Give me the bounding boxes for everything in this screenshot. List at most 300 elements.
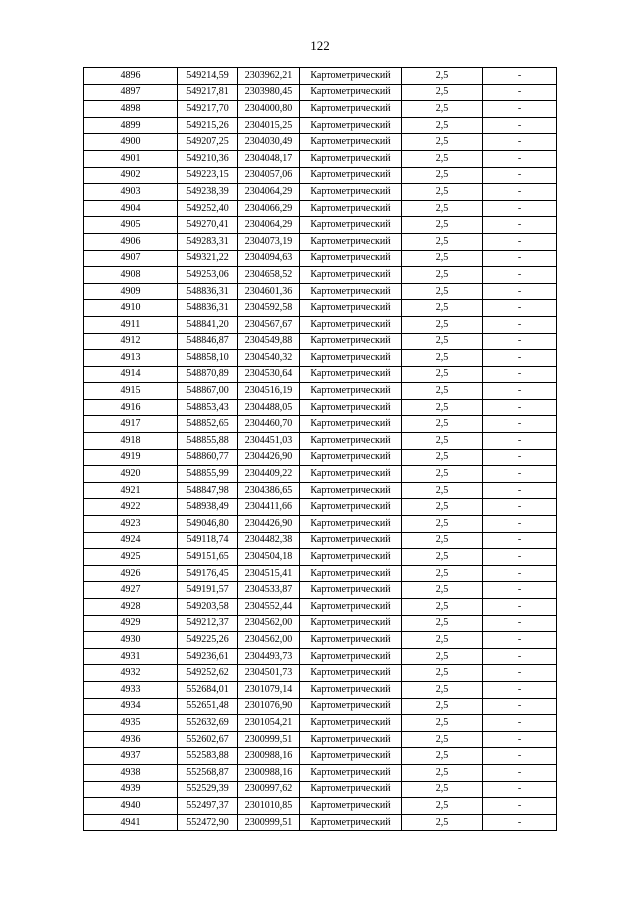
method-cell: Картометрический (300, 184, 402, 201)
accuracy-cell: 2,5 (402, 798, 483, 815)
accuracy-cell: 2,5 (402, 433, 483, 450)
description-cell: - (483, 532, 557, 549)
method-cell: Картометрический (300, 648, 402, 665)
point-number-cell: 4938 (84, 764, 178, 781)
x-coordinate-cell: 549283,31 (178, 233, 238, 250)
method-cell: Картометрический (300, 68, 402, 85)
table-row (84, 781, 557, 798)
table-row (84, 316, 557, 333)
table-row (84, 449, 557, 466)
x-coordinate-cell: 552632,69 (178, 715, 238, 732)
table-row (84, 84, 557, 101)
description-cell: - (483, 267, 557, 284)
table-row (84, 698, 557, 715)
description-cell: - (483, 200, 557, 217)
x-coordinate-cell: 549207,25 (178, 134, 238, 151)
y-coordinate-cell: 2304530,64 (238, 366, 300, 383)
x-coordinate-cell: 549252,40 (178, 200, 238, 217)
method-cell: Картометрический (300, 383, 402, 400)
x-coordinate-cell: 552684,01 (178, 681, 238, 698)
y-coordinate-cell: 2304411,66 (238, 499, 300, 516)
table-row (84, 764, 557, 781)
point-number-cell: 4908 (84, 267, 178, 284)
x-coordinate-cell: 552497,37 (178, 798, 238, 815)
accuracy-cell: 2,5 (402, 184, 483, 201)
x-coordinate-cell: 548846,87 (178, 333, 238, 350)
description-cell: - (483, 781, 557, 798)
description-cell: - (483, 283, 557, 300)
point-number-cell: 4933 (84, 681, 178, 698)
x-coordinate-cell: 548867,00 (178, 383, 238, 400)
table-row (84, 482, 557, 499)
y-coordinate-cell: 2304562,00 (238, 615, 300, 632)
y-coordinate-cell: 2301010,85 (238, 798, 300, 815)
x-coordinate-cell: 549046,80 (178, 516, 238, 533)
x-coordinate-cell: 552602,67 (178, 731, 238, 748)
table-row (84, 715, 557, 732)
table-row (84, 184, 557, 201)
method-cell: Картометрический (300, 731, 402, 748)
accuracy-cell: 2,5 (402, 101, 483, 118)
y-coordinate-cell: 2304030,49 (238, 134, 300, 151)
description-cell: - (483, 565, 557, 582)
description-cell: - (483, 117, 557, 134)
accuracy-cell: 2,5 (402, 715, 483, 732)
accuracy-cell: 2,5 (402, 217, 483, 234)
point-number-cell: 4920 (84, 466, 178, 483)
y-coordinate-cell: 2304501,73 (238, 665, 300, 682)
y-coordinate-cell: 2304592,58 (238, 300, 300, 317)
x-coordinate-cell: 549191,57 (178, 582, 238, 599)
method-cell: Картометрический (300, 150, 402, 167)
table-row (84, 516, 557, 533)
description-cell: - (483, 416, 557, 433)
y-coordinate-cell: 2300988,16 (238, 764, 300, 781)
y-coordinate-cell: 2304460,70 (238, 416, 300, 433)
y-coordinate-cell: 2304451,03 (238, 433, 300, 450)
y-coordinate-cell: 2301079,14 (238, 681, 300, 698)
table-row (84, 814, 557, 831)
description-cell: - (483, 101, 557, 118)
point-number-cell: 4921 (84, 482, 178, 499)
method-cell: Картометрический (300, 715, 402, 732)
method-cell: Картометрический (300, 632, 402, 649)
point-number-cell: 4924 (84, 532, 178, 549)
point-number-cell: 4901 (84, 150, 178, 167)
method-cell: Картометрический (300, 233, 402, 250)
accuracy-cell: 2,5 (402, 300, 483, 317)
method-cell: Картометрический (300, 433, 402, 450)
method-cell: Картометрический (300, 781, 402, 798)
y-coordinate-cell: 2304094,63 (238, 250, 300, 267)
accuracy-cell: 2,5 (402, 565, 483, 582)
y-coordinate-cell: 2301054,21 (238, 715, 300, 732)
description-cell: - (483, 715, 557, 732)
x-coordinate-cell: 549176,45 (178, 565, 238, 582)
table-row (84, 632, 557, 649)
x-coordinate-cell: 549118,74 (178, 532, 238, 549)
table-row (84, 250, 557, 267)
table-row (84, 416, 557, 433)
point-number-cell: 4941 (84, 814, 178, 831)
description-cell: - (483, 466, 557, 483)
point-number-cell: 4912 (84, 333, 178, 350)
method-cell: Картометрический (300, 200, 402, 217)
description-cell: - (483, 814, 557, 831)
y-coordinate-cell: 2304048,17 (238, 150, 300, 167)
table-row (84, 134, 557, 151)
x-coordinate-cell: 549225,26 (178, 632, 238, 649)
y-coordinate-cell: 2304064,29 (238, 184, 300, 201)
description-cell: - (483, 648, 557, 665)
point-number-cell: 4935 (84, 715, 178, 732)
description-cell: - (483, 482, 557, 499)
method-cell: Картометрический (300, 250, 402, 267)
y-coordinate-cell: 2304000,80 (238, 101, 300, 118)
y-coordinate-cell: 2304386,65 (238, 482, 300, 499)
table-row (84, 731, 557, 748)
accuracy-cell: 2,5 (402, 814, 483, 831)
accuracy-cell: 2,5 (402, 698, 483, 715)
accuracy-cell: 2,5 (402, 731, 483, 748)
accuracy-cell: 2,5 (402, 449, 483, 466)
y-coordinate-cell: 2300988,16 (238, 748, 300, 765)
table-row (84, 466, 557, 483)
x-coordinate-cell: 548938,49 (178, 499, 238, 516)
point-number-cell: 4915 (84, 383, 178, 400)
description-cell: - (483, 233, 557, 250)
description-cell: - (483, 184, 557, 201)
x-coordinate-cell: 549321,22 (178, 250, 238, 267)
x-coordinate-cell: 552529,39 (178, 781, 238, 798)
accuracy-cell: 2,5 (402, 416, 483, 433)
point-number-cell: 4939 (84, 781, 178, 798)
description-cell: - (483, 516, 557, 533)
y-coordinate-cell: 2304482,38 (238, 532, 300, 549)
method-cell: Картометрический (300, 466, 402, 483)
x-coordinate-cell: 548855,99 (178, 466, 238, 483)
accuracy-cell: 2,5 (402, 781, 483, 798)
accuracy-cell: 2,5 (402, 250, 483, 267)
y-coordinate-cell: 2304658,52 (238, 267, 300, 284)
accuracy-cell: 2,5 (402, 516, 483, 533)
accuracy-cell: 2,5 (402, 466, 483, 483)
method-cell: Картометрический (300, 416, 402, 433)
description-cell: - (483, 764, 557, 781)
x-coordinate-cell: 549238,39 (178, 184, 238, 201)
method-cell: Картометрический (300, 217, 402, 234)
y-coordinate-cell: 2304515,41 (238, 565, 300, 582)
y-coordinate-cell: 2304066,29 (238, 200, 300, 217)
method-cell: Картометрический (300, 814, 402, 831)
x-coordinate-cell: 549151,65 (178, 549, 238, 566)
description-cell: - (483, 316, 557, 333)
x-coordinate-cell: 549203,58 (178, 599, 238, 616)
point-number-cell: 4930 (84, 632, 178, 649)
description-cell: - (483, 698, 557, 715)
table-row (84, 399, 557, 416)
description-cell: - (483, 599, 557, 616)
point-number-cell: 4919 (84, 449, 178, 466)
point-number-cell: 4907 (84, 250, 178, 267)
method-cell: Картометрический (300, 798, 402, 815)
table-row (84, 68, 557, 85)
y-coordinate-cell: 2304073,19 (238, 233, 300, 250)
y-coordinate-cell: 2304552,44 (238, 599, 300, 616)
method-cell: Картометрический (300, 350, 402, 367)
y-coordinate-cell: 2304516,19 (238, 383, 300, 400)
method-cell: Картометрический (300, 482, 402, 499)
method-cell: Картометрический (300, 565, 402, 582)
description-cell: - (483, 731, 557, 748)
x-coordinate-cell: 548847,98 (178, 482, 238, 499)
point-number-cell: 4909 (84, 283, 178, 300)
point-number-cell: 4932 (84, 665, 178, 682)
page-number: 122 (310, 38, 330, 53)
table-row (84, 283, 557, 300)
accuracy-cell: 2,5 (402, 68, 483, 85)
y-coordinate-cell: 2304426,90 (238, 516, 300, 533)
accuracy-cell: 2,5 (402, 267, 483, 284)
description-cell: - (483, 681, 557, 698)
table-row (84, 101, 557, 118)
accuracy-cell: 2,5 (402, 632, 483, 649)
method-cell: Картометрический (300, 399, 402, 416)
description-cell: - (483, 84, 557, 101)
table-row (84, 648, 557, 665)
description-cell: - (483, 399, 557, 416)
method-cell: Картометрический (300, 748, 402, 765)
x-coordinate-cell: 549236,61 (178, 648, 238, 665)
x-coordinate-cell: 548853,43 (178, 399, 238, 416)
accuracy-cell: 2,5 (402, 599, 483, 616)
method-cell: Картометрический (300, 134, 402, 151)
description-cell: - (483, 150, 557, 167)
point-number-cell: 4940 (84, 798, 178, 815)
x-coordinate-cell: 548860,77 (178, 449, 238, 466)
x-coordinate-cell: 549217,70 (178, 101, 238, 118)
description-cell: - (483, 350, 557, 367)
y-coordinate-cell: 2304504,18 (238, 549, 300, 566)
y-coordinate-cell: 2303962,21 (238, 68, 300, 85)
description-cell: - (483, 250, 557, 267)
method-cell: Картометрический (300, 681, 402, 698)
accuracy-cell: 2,5 (402, 748, 483, 765)
accuracy-cell: 2,5 (402, 233, 483, 250)
y-coordinate-cell: 2304533,87 (238, 582, 300, 599)
y-coordinate-cell: 2304540,32 (238, 350, 300, 367)
table-row (84, 217, 557, 234)
point-number-cell: 4898 (84, 101, 178, 118)
table-row (84, 117, 557, 134)
point-number-cell: 4897 (84, 84, 178, 101)
accuracy-cell: 2,5 (402, 383, 483, 400)
point-number-cell: 4929 (84, 615, 178, 632)
method-cell: Картометрический (300, 665, 402, 682)
y-coordinate-cell: 2304549,88 (238, 333, 300, 350)
point-number-cell: 4922 (84, 499, 178, 516)
point-number-cell: 4900 (84, 134, 178, 151)
description-cell: - (483, 499, 557, 516)
accuracy-cell: 2,5 (402, 681, 483, 698)
x-coordinate-cell: 548836,31 (178, 283, 238, 300)
description-cell: - (483, 217, 557, 234)
description-cell: - (483, 582, 557, 599)
table-row (84, 582, 557, 599)
description-cell: - (483, 549, 557, 566)
y-coordinate-cell: 2304057,06 (238, 167, 300, 184)
table-row (84, 499, 557, 516)
table-row (84, 549, 557, 566)
method-cell: Картометрический (300, 333, 402, 350)
accuracy-cell: 2,5 (402, 764, 483, 781)
accuracy-cell: 2,5 (402, 366, 483, 383)
accuracy-cell: 2,5 (402, 316, 483, 333)
description-cell: - (483, 433, 557, 450)
point-number-cell: 4937 (84, 748, 178, 765)
method-cell: Картометрический (300, 582, 402, 599)
point-number-cell: 4903 (84, 184, 178, 201)
point-number-cell: 4913 (84, 350, 178, 367)
accuracy-cell: 2,5 (402, 615, 483, 632)
accuracy-cell: 2,5 (402, 549, 483, 566)
method-cell: Картометрический (300, 532, 402, 549)
method-cell: Картометрический (300, 764, 402, 781)
x-coordinate-cell: 549223,15 (178, 167, 238, 184)
method-cell: Картометрический (300, 316, 402, 333)
point-number-cell: 4896 (84, 68, 178, 85)
point-number-cell: 4936 (84, 731, 178, 748)
point-number-cell: 4914 (84, 366, 178, 383)
x-coordinate-cell: 549253,06 (178, 267, 238, 284)
method-cell: Картометрический (300, 599, 402, 616)
y-coordinate-cell: 2303980,45 (238, 84, 300, 101)
point-number-cell: 4923 (84, 516, 178, 533)
point-number-cell: 4927 (84, 582, 178, 599)
accuracy-cell: 2,5 (402, 399, 483, 416)
method-cell: Картометрический (300, 84, 402, 101)
table-row (84, 333, 557, 350)
method-cell: Картометрический (300, 167, 402, 184)
description-cell: - (483, 615, 557, 632)
method-cell: Картометрический (300, 449, 402, 466)
method-cell: Картометрический (300, 366, 402, 383)
coordinates-table (83, 67, 557, 831)
table-row (84, 798, 557, 815)
x-coordinate-cell: 548836,31 (178, 300, 238, 317)
table-row (84, 233, 557, 250)
accuracy-cell: 2,5 (402, 167, 483, 184)
y-coordinate-cell: 2300997,62 (238, 781, 300, 798)
table-row (84, 433, 557, 450)
method-cell: Картометрический (300, 117, 402, 134)
method-cell: Картометрический (300, 283, 402, 300)
table-row (84, 532, 557, 549)
table-row (84, 599, 557, 616)
x-coordinate-cell: 548855,88 (178, 433, 238, 450)
description-cell: - (483, 383, 557, 400)
y-coordinate-cell: 2304409,22 (238, 466, 300, 483)
point-number-cell: 4902 (84, 167, 178, 184)
table-row (84, 681, 557, 698)
point-number-cell: 4906 (84, 233, 178, 250)
x-coordinate-cell: 548870,89 (178, 366, 238, 383)
y-coordinate-cell: 2304562,00 (238, 632, 300, 649)
method-cell: Картометрический (300, 101, 402, 118)
y-coordinate-cell: 2300999,51 (238, 731, 300, 748)
table-row (84, 150, 557, 167)
x-coordinate-cell: 548852,65 (178, 416, 238, 433)
accuracy-cell: 2,5 (402, 665, 483, 682)
method-cell: Картометрический (300, 698, 402, 715)
table-row (84, 200, 557, 217)
accuracy-cell: 2,5 (402, 84, 483, 101)
x-coordinate-cell: 549210,36 (178, 150, 238, 167)
description-cell: - (483, 68, 557, 85)
point-number-cell: 4910 (84, 300, 178, 317)
table-row (84, 615, 557, 632)
description-cell: - (483, 798, 557, 815)
description-cell: - (483, 449, 557, 466)
x-coordinate-cell: 549214,59 (178, 68, 238, 85)
x-coordinate-cell: 548841,20 (178, 316, 238, 333)
table-row (84, 665, 557, 682)
y-coordinate-cell: 2304493,73 (238, 648, 300, 665)
accuracy-cell: 2,5 (402, 532, 483, 549)
method-cell: Картометрический (300, 499, 402, 516)
description-cell: - (483, 300, 557, 317)
accuracy-cell: 2,5 (402, 283, 483, 300)
accuracy-cell: 2,5 (402, 117, 483, 134)
x-coordinate-cell: 549252,62 (178, 665, 238, 682)
table-row (84, 167, 557, 184)
accuracy-cell: 2,5 (402, 200, 483, 217)
x-coordinate-cell: 549215,26 (178, 117, 238, 134)
y-coordinate-cell: 2304426,90 (238, 449, 300, 466)
y-coordinate-cell: 2300999,51 (238, 814, 300, 831)
accuracy-cell: 2,5 (402, 134, 483, 151)
y-coordinate-cell: 2304601,36 (238, 283, 300, 300)
x-coordinate-cell: 552472,90 (178, 814, 238, 831)
accuracy-cell: 2,5 (402, 648, 483, 665)
description-cell: - (483, 665, 557, 682)
x-coordinate-cell: 552651,48 (178, 698, 238, 715)
point-number-cell: 4925 (84, 549, 178, 566)
table-row (84, 565, 557, 582)
y-coordinate-cell: 2304064,29 (238, 217, 300, 234)
y-coordinate-cell: 2304015,25 (238, 117, 300, 134)
point-number-cell: 4918 (84, 433, 178, 450)
description-cell: - (483, 167, 557, 184)
point-number-cell: 4928 (84, 599, 178, 616)
y-coordinate-cell: 2301076,90 (238, 698, 300, 715)
accuracy-cell: 2,5 (402, 582, 483, 599)
point-number-cell: 4899 (84, 117, 178, 134)
table-row (84, 350, 557, 367)
point-number-cell: 4916 (84, 399, 178, 416)
description-cell: - (483, 632, 557, 649)
accuracy-cell: 2,5 (402, 333, 483, 350)
y-coordinate-cell: 2304488,05 (238, 399, 300, 416)
x-coordinate-cell: 552583,88 (178, 748, 238, 765)
point-number-cell: 4904 (84, 200, 178, 217)
accuracy-cell: 2,5 (402, 499, 483, 516)
point-number-cell: 4934 (84, 698, 178, 715)
table-row (84, 300, 557, 317)
x-coordinate-cell: 549217,81 (178, 84, 238, 101)
description-cell: - (483, 748, 557, 765)
point-number-cell: 4917 (84, 416, 178, 433)
